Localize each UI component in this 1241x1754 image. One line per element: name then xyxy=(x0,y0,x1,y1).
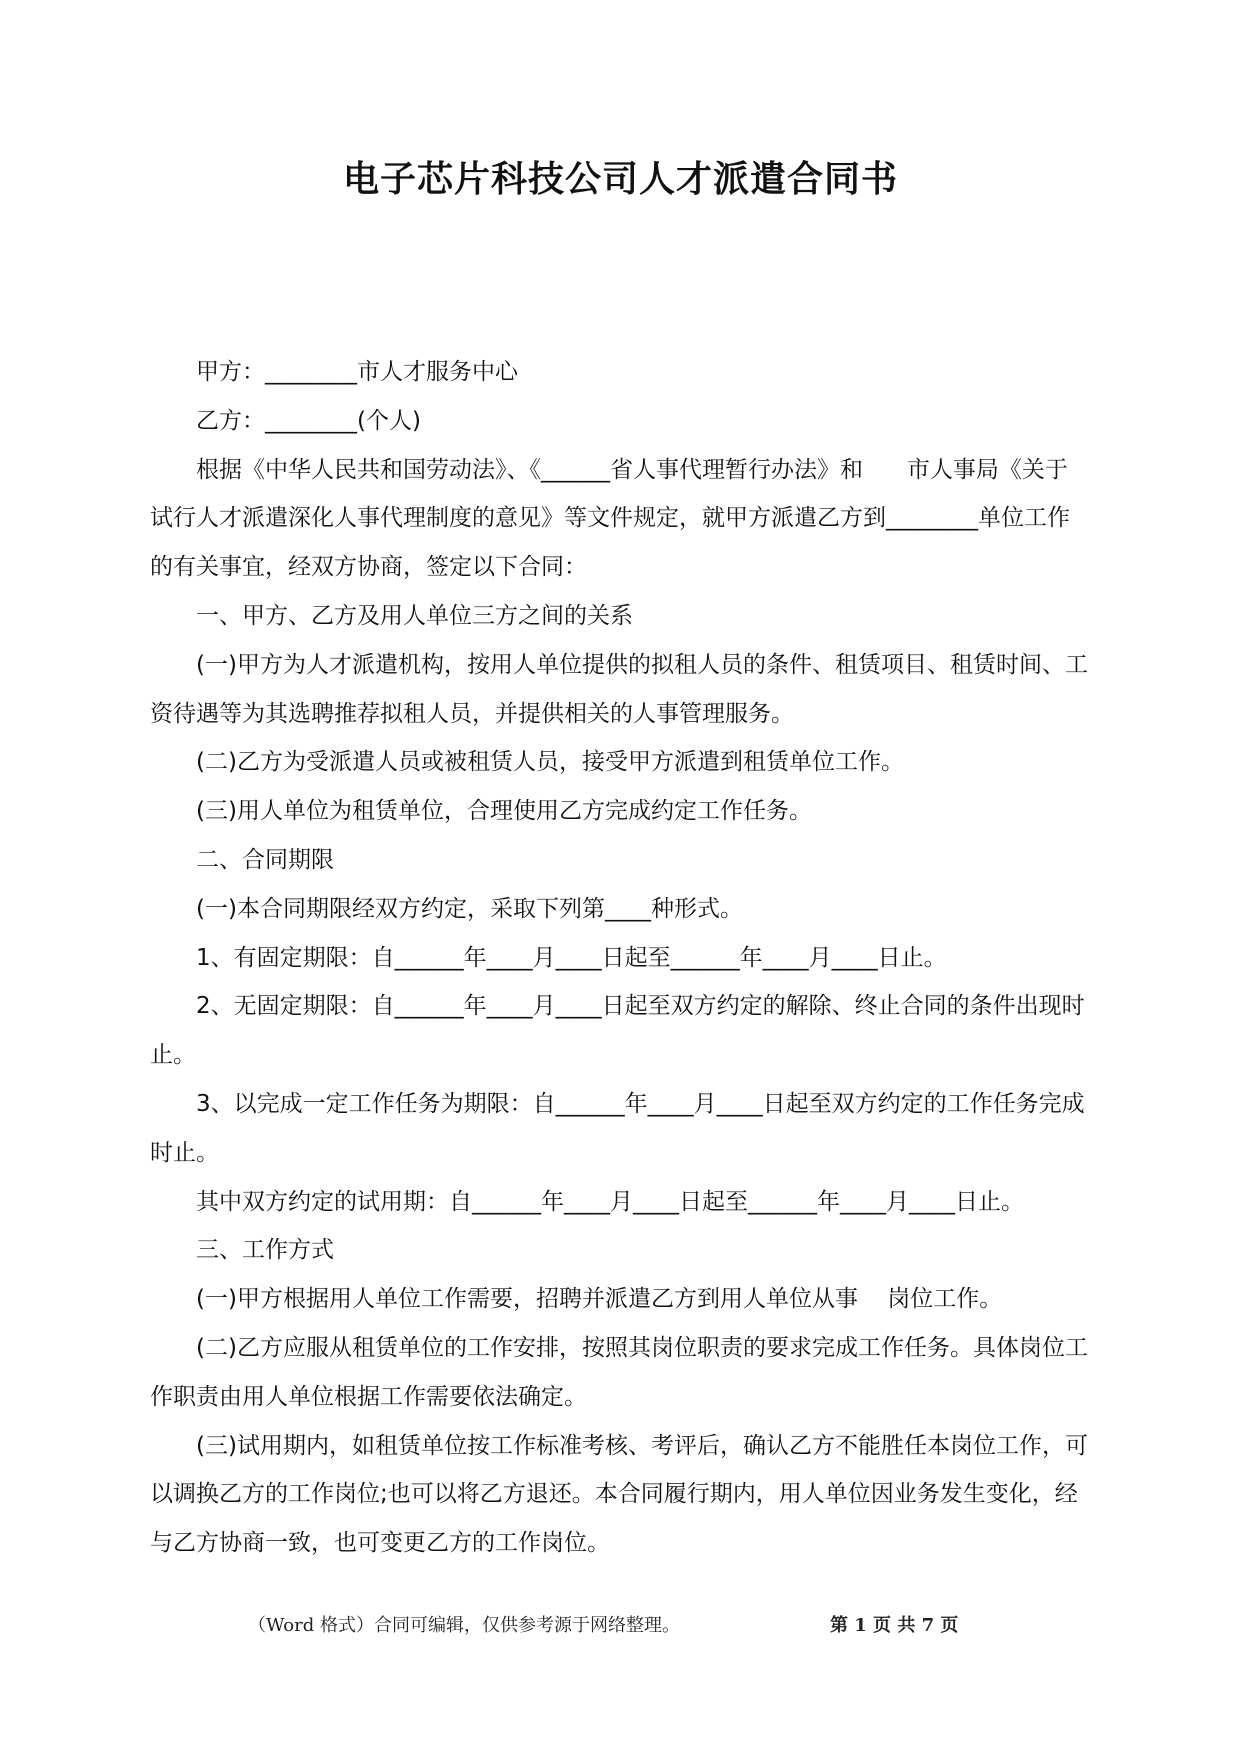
clause-2-1: (一)本合同期限经双方约定，采取下列第____种形式。 xyxy=(196,895,743,922)
clause-3-2: (二)乙方应服从租赁单位的工作安排，按照其岗位职责的要求完成工作任务。具体岗位工作职责由用人单位根据工作需要依法确定。 xyxy=(150,1334,1088,1410)
clause-3-3: (三)试用期内，如租赁单位按工作标准考核、考评后，确认乙方不能胜任本岗位工作，可以调换乙方的工作岗位;也可以将乙方退还。本合同履行期内，用人单位因业务发生变化，经与乙方协商一致，也可变更乙方的工作岗位。 xyxy=(150,1432,1088,1557)
clause-1-1: (一)甲方为人才派遣机构，按用人单位提供的拟租人员的条件、租赁项目、租赁时间、工资待遇等为其选聘推荐拟租人员，并提供相关的人事管理服务。 xyxy=(150,651,1088,727)
document-body xyxy=(150,348,1090,1568)
term-option-3: 3、以完成一定工作任务为期限：自______年____月____日起至双方约定的工作任务完成时止。 xyxy=(150,1090,1085,1166)
section-heading-2: 二、合同期限 xyxy=(196,846,334,873)
footer-note: （Word 格式）合同可编辑，仅供参考源于网络整理。 xyxy=(248,1615,680,1636)
probation-period: 其中双方约定的试用期：自______年____月____日起至______年____月____日止。 xyxy=(196,1188,1024,1215)
page-indicator: 第 1 页 共 7 页 xyxy=(830,1615,959,1636)
preamble-paragraph: 根据《中华人民共和国劳动法》、《______省人事代理暂行办法》和 市人事局《关于试行人才派遣深化人事代理制度的意见》等文件规定，就甲方派遣乙方到________单位工作的有关事宜，经双方协商，签定以下合同： xyxy=(150,456,1070,581)
term-option-2: 2、无固定期限：自______年____月____日起至双方约定的解除、终止合同的条件出现时止。 xyxy=(150,993,1085,1069)
party-a-line: 甲方：________市人才服务中心 xyxy=(196,359,518,385)
document-title: 电子芯片科技公司人才派遣合同书 xyxy=(342,159,898,200)
section-heading-3: 三、工作方式 xyxy=(196,1237,334,1264)
party-b-line: 乙方：________(个人) xyxy=(196,407,421,434)
term-option-1: 1、有固定期限：自______年____月____日起至______年____月____日止。 xyxy=(196,944,947,971)
clause-1-2: (二)乙方为受派遣人员或被租赁人员，接受甲方派遣到租赁单位工作。 xyxy=(196,749,904,776)
clause-1-3: (三)用人单位为租赁单位，合理使用乙方完成约定工作任务。 xyxy=(196,798,812,825)
clause-3-1: (一)甲方根据用人单位工作需要，招聘并派遣乙方到用人单位从事 岗位工作。 xyxy=(196,1286,1003,1313)
section-heading-1: 一、甲方、乙方及用人单位三方之间的关系 xyxy=(196,602,633,629)
